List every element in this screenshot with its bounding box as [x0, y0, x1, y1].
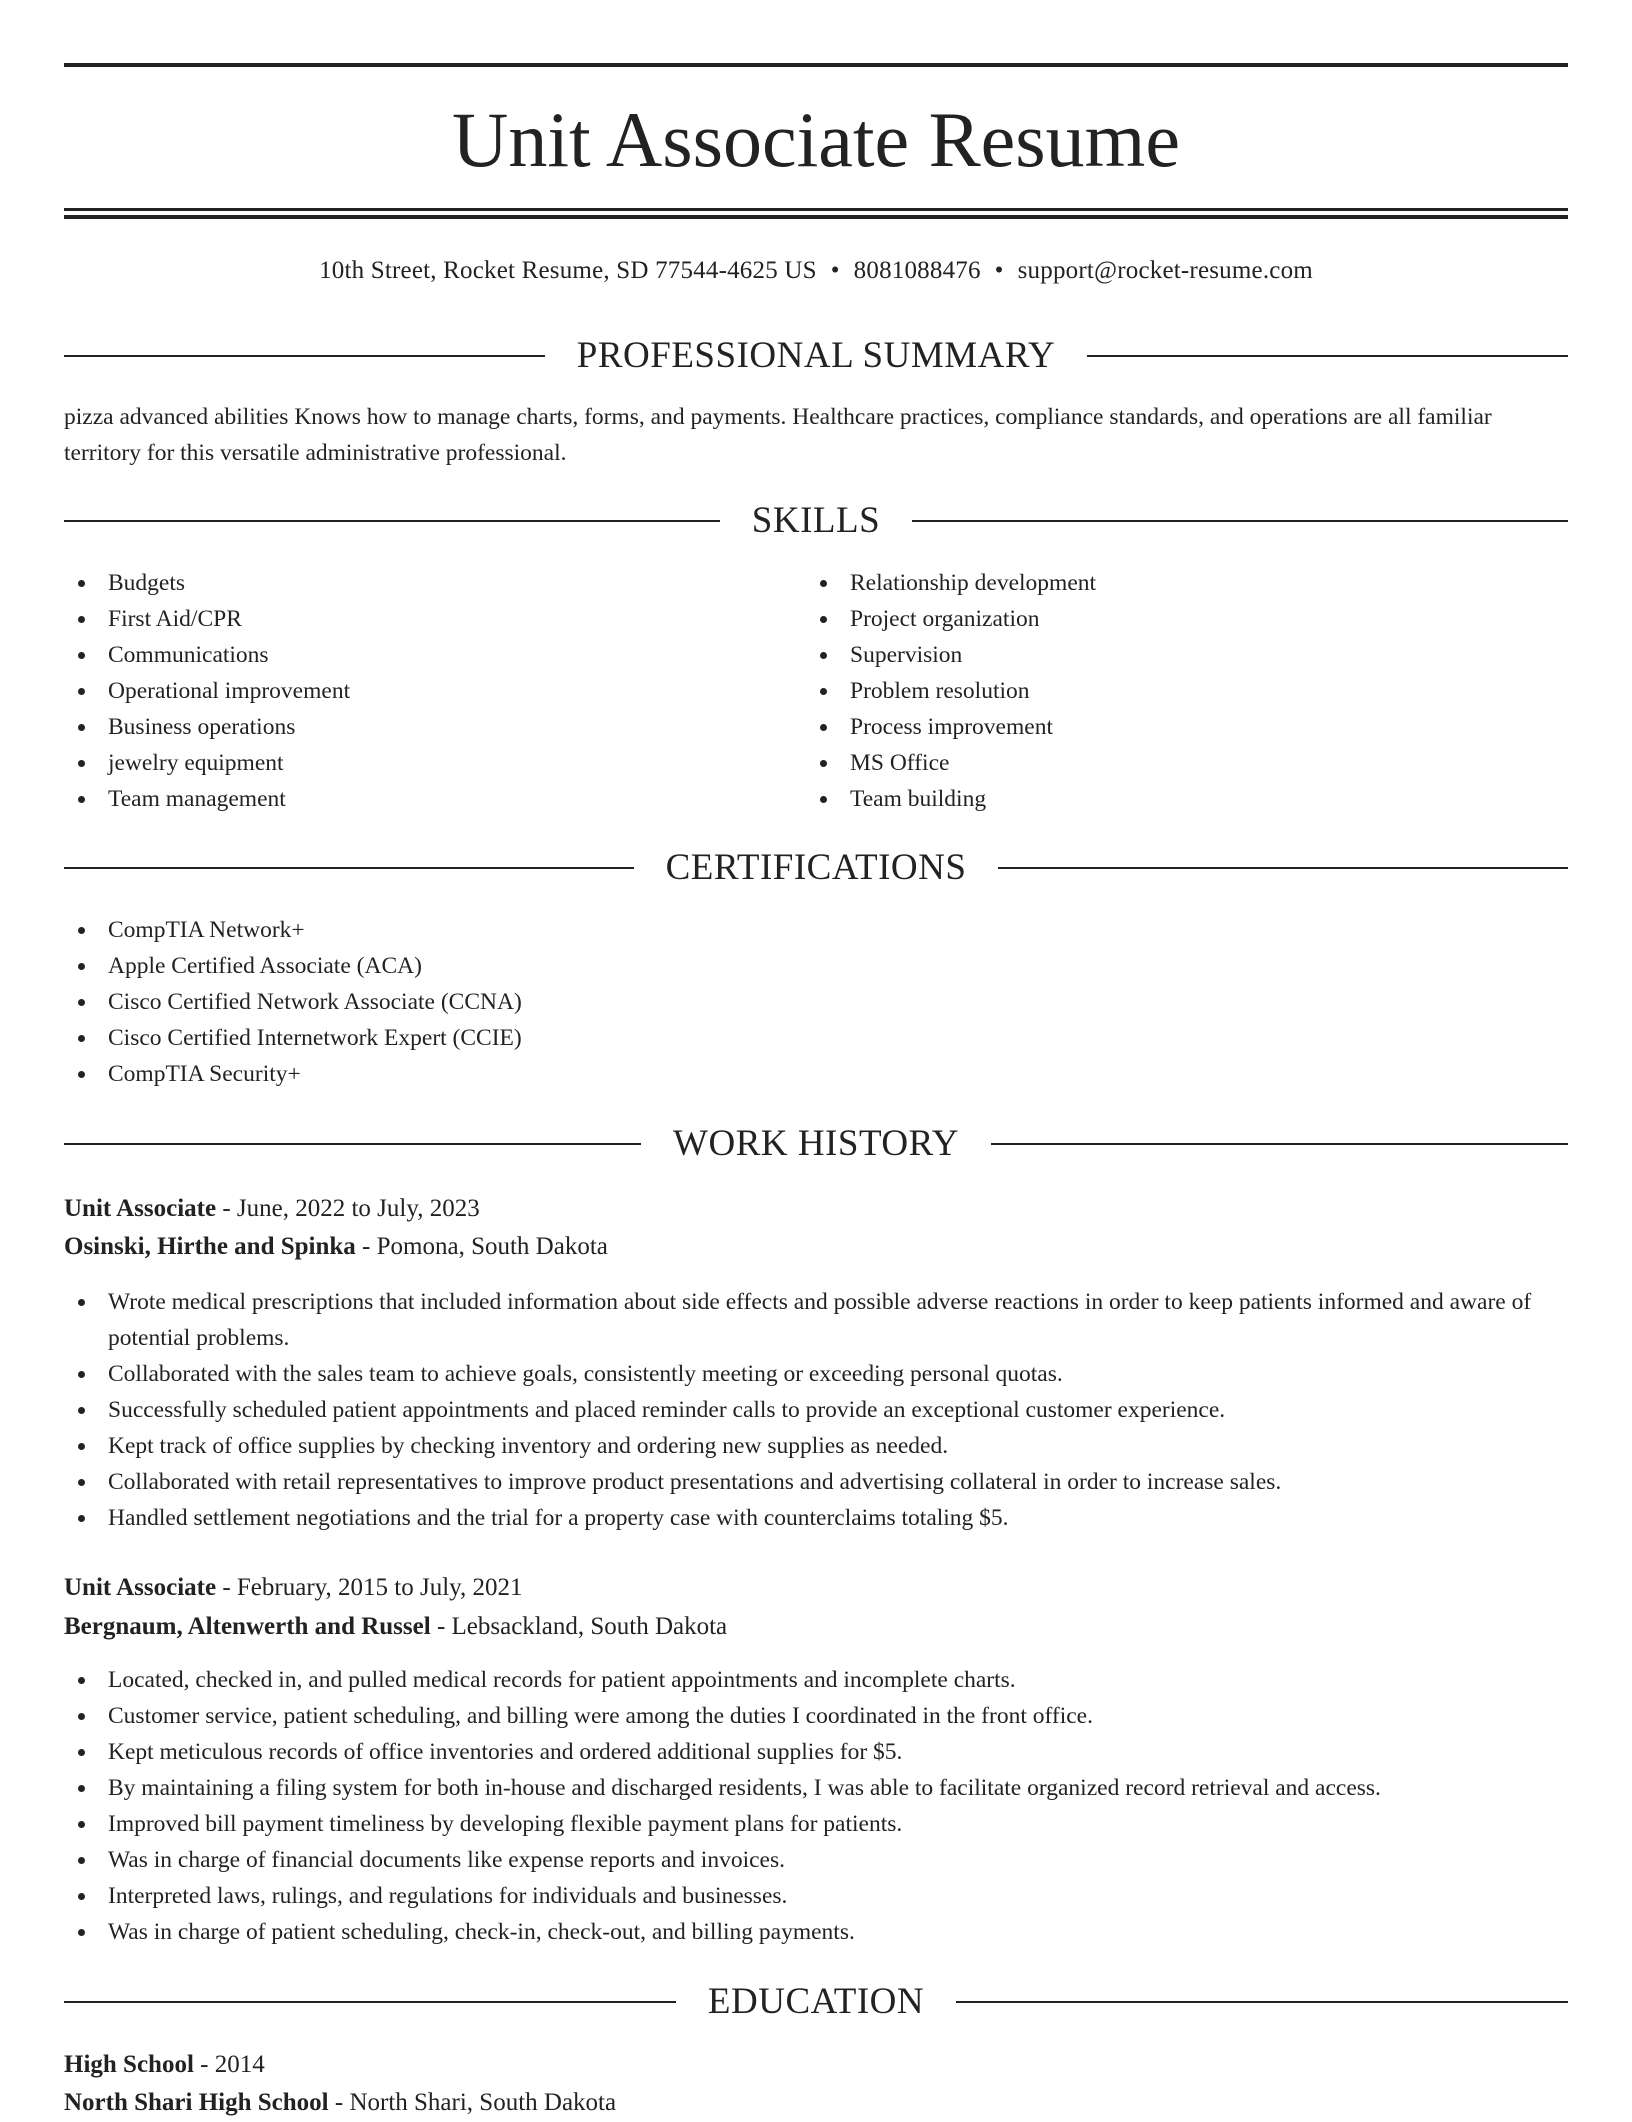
certification-label: Apple Certified Associate (ACA) — [108, 953, 422, 979]
heading-rule — [1087, 355, 1568, 357]
skill-item — [806, 709, 1566, 745]
skill-label: Problem resolution — [850, 678, 1030, 704]
job-dates: - February, 2015 to July, 2021 — [216, 1574, 523, 1601]
bullet-dot — [78, 1515, 85, 1522]
certification-item — [64, 984, 522, 1020]
duty-item — [64, 1734, 1568, 1770]
section-heading-education — [64, 1980, 1568, 2024]
bullet-dot — [78, 1479, 85, 1486]
bullet-dot — [78, 1857, 85, 1864]
bullet-dot — [78, 1785, 85, 1792]
section-title-work: WORK HISTORY — [673, 1123, 959, 1164]
bullet-dot — [78, 616, 85, 623]
bullet-dot — [78, 724, 85, 731]
duty-item — [64, 1392, 1568, 1428]
contact-line — [64, 254, 1568, 288]
duty-text: Collaborated with the sales team to achieve goals, consistently meeting or exceeding personal quotas. — [108, 1361, 1063, 1387]
certification-item — [64, 1020, 522, 1056]
skill-label: jewelry equipment — [108, 750, 284, 776]
heading-rule — [991, 1143, 1568, 1145]
job-company: Bergnaum, Altenwerth and Russel — [64, 1613, 431, 1640]
duty-item — [64, 1500, 1568, 1536]
duty-text: Interpreted laws, rulings, and regulations for individuals and businesses. — [108, 1883, 788, 1909]
skill-item — [806, 745, 1566, 781]
heading-rule — [64, 520, 720, 522]
bullet-dot — [78, 760, 85, 767]
bullet-dot — [820, 724, 827, 731]
duty-item — [64, 1464, 1568, 1500]
contact-email: support@rocket-resume.com — [1017, 257, 1313, 284]
duty-text: Customer service, patient scheduling, and billing were among the duties I coordinated in the front office. — [108, 1703, 1093, 1729]
heading-rule — [956, 2001, 1568, 2003]
duty-item — [64, 1662, 1568, 1698]
education-degree-line — [64, 2046, 1568, 2084]
skill-item — [806, 781, 1566, 817]
bullet-dot — [78, 1929, 85, 1936]
section-title-summary: PROFESSIONAL SUMMARY — [576, 335, 1056, 376]
job-title-line — [64, 1190, 1568, 1228]
duty-text: Improved bill payment timeliness by developing flexible payment plans for patients. — [108, 1811, 903, 1837]
skill-item — [64, 601, 744, 637]
contact-address: 10th Street, Rocket Resume, SD 77544-4625 US — [319, 257, 817, 284]
skill-label: Budgets — [108, 570, 186, 596]
job-company-line — [64, 1608, 1568, 1646]
bullet-dot — [820, 580, 827, 587]
duty-item — [64, 1356, 1568, 1392]
bullet-dot — [820, 760, 827, 767]
certification-label: CompTIA Security+ — [108, 1061, 301, 1087]
duty-item — [64, 1878, 1568, 1914]
skill-item — [806, 637, 1566, 673]
duty-text: Successfully scheduled patient appointments and placed reminder calls to provide an exceptional customer experience. — [108, 1397, 1226, 1423]
skill-label: Team building — [850, 786, 987, 812]
job-company-line — [64, 1228, 1568, 1266]
skill-item — [64, 673, 744, 709]
bullet-dot — [78, 580, 85, 587]
bullet-dot — [820, 652, 827, 659]
duty-text: Kept track of office supplies by checking inventory and ordering new supplies as needed. — [108, 1433, 949, 1459]
bullet-dot — [78, 1407, 85, 1414]
certification-label: CompTIA Network+ — [108, 917, 305, 943]
title-double-rule — [64, 208, 1568, 219]
section-title-education: EDUCATION — [707, 1981, 925, 2022]
heading-rule — [64, 1143, 641, 1145]
skill-label: MS Office — [850, 750, 950, 776]
duty-text: Kept meticulous records of office inventories and ordered additional supplies for $5. — [108, 1739, 903, 1765]
resume-title: Unit Associate Resume — [452, 96, 1180, 183]
skill-label: Communications — [108, 642, 269, 668]
duty-text: Was in charge of financial documents like expense reports and invoices. — [108, 1847, 785, 1873]
certifications-list — [64, 912, 522, 1092]
duty-text: Was in charge of patient scheduling, check-in, check-out, and billing payments. — [108, 1919, 855, 1945]
section-title-skills: SKILLS — [751, 500, 881, 541]
bullet-dot — [78, 999, 85, 1006]
skill-item — [64, 637, 744, 673]
bullet-dot — [78, 688, 85, 695]
skill-label: Relationship development — [850, 570, 1097, 596]
bullet-dot — [78, 1299, 85, 1306]
contact-phone: 8081088476 — [853, 257, 981, 284]
skill-label: Business operations — [108, 714, 296, 740]
skills-list-left — [64, 565, 744, 817]
bullet-dot — [78, 1713, 85, 1720]
certification-item — [64, 1056, 522, 1092]
bullet-dot — [820, 688, 827, 695]
duty-item — [64, 1806, 1568, 1842]
skill-item — [806, 673, 1566, 709]
bullet-dot — [78, 1371, 85, 1378]
skill-label: Process improvement — [850, 714, 1053, 740]
bullet-dot — [78, 652, 85, 659]
bullet-dot — [78, 1893, 85, 1900]
bullet-dot — [78, 796, 85, 803]
duty-item — [64, 1698, 1568, 1734]
skill-item — [64, 745, 744, 781]
duty-item — [64, 1770, 1568, 1806]
certification-item — [64, 912, 522, 948]
skill-label: Operational improvement — [108, 678, 351, 704]
job-dates: - June, 2022 to July, 2023 — [216, 1195, 480, 1222]
skill-label: Project organization — [850, 606, 1040, 632]
job-company: Osinski, Hirthe and Spinka — [64, 1233, 356, 1260]
heading-rule — [64, 2001, 676, 2003]
heading-rule — [912, 520, 1568, 522]
section-heading-summary — [64, 334, 1568, 378]
skill-item — [64, 781, 744, 817]
heading-rule — [998, 867, 1568, 869]
job-duties-list — [64, 1662, 1568, 1950]
skill-label: Supervision — [850, 642, 963, 668]
certification-label: Cisco Certified Network Associate (CCNA) — [108, 989, 522, 1015]
skills-list-right — [806, 565, 1566, 817]
section-title-certifications: CERTIFICATIONS — [665, 847, 967, 888]
skill-label: Team management — [108, 786, 286, 812]
duty-text: By maintaining a filing system for both in-house and discharged residents, I was able to facilitate organized record retrieval and access. — [108, 1775, 1381, 1801]
job-title: Unit Associate — [64, 1195, 217, 1222]
job-title-line — [64, 1569, 1568, 1607]
section-heading-skills — [64, 499, 1568, 543]
bullet-dot — [78, 1443, 85, 1450]
duty-item — [64, 1428, 1568, 1464]
certification-item — [64, 948, 522, 984]
job-title: Unit Associate — [64, 1574, 217, 1601]
duty-text: Collaborated with retail representatives to improve product presentations and advertising collateral in order to increase sales. — [108, 1469, 1282, 1495]
duty-text: Located, checked in, and pulled medical records for patient appointments and incomplete charts. — [108, 1667, 1016, 1693]
section-heading-certifications — [64, 846, 1568, 890]
job-duties-list — [64, 1284, 1568, 1536]
job-location: - Pomona, South Dakota — [355, 1233, 608, 1260]
bullet-dot — [78, 1071, 85, 1078]
education-location: - North Shari, South Dakota — [328, 2089, 617, 2116]
duty-item — [64, 1284, 1568, 1356]
education-school: North Shari High School — [64, 2089, 329, 2116]
bullet-dot — [78, 1821, 85, 1828]
contact-separator: • — [830, 257, 840, 284]
duty-text: Handled settlement negotiations and the trial for a property case with counterclaims totaling $5. — [108, 1505, 1009, 1531]
education-degree: High School — [64, 2051, 194, 2078]
bullet-dot — [78, 1035, 85, 1042]
duty-item — [64, 1914, 1568, 1950]
skill-item — [806, 601, 1566, 637]
bullet-dot — [78, 1677, 85, 1684]
bullet-dot — [78, 1749, 85, 1756]
heading-rule — [64, 355, 545, 357]
bullet-dot — [78, 963, 85, 970]
job-location: - Lebsackland, South Dakota — [430, 1613, 728, 1640]
bullet-dot — [78, 927, 85, 934]
section-heading-work — [64, 1122, 1568, 1166]
skill-item — [64, 565, 744, 601]
duty-item — [64, 1842, 1568, 1878]
certification-label: Cisco Certified Internetwork Expert (CCIE) — [108, 1025, 522, 1051]
contact-separator: • — [994, 257, 1004, 284]
duty-text: Wrote medical prescriptions that included information about side effects and possible adverse reactions in order to keep patients informed and aware of potential problems. — [108, 1289, 1532, 1351]
education-year: - 2014 — [193, 2051, 265, 2078]
summary-text: pizza advanced abilities Knows how to manage charts, forms, and payments. Healthcare practices, compliance standards, and operations are all familiar territory for this versatile administrative professional. — [64, 404, 1492, 466]
bullet-dot — [820, 616, 827, 623]
heading-rule — [64, 867, 634, 869]
skill-item — [806, 565, 1566, 601]
education-school-line — [64, 2084, 1568, 2122]
skill-item — [64, 709, 744, 745]
skill-label: First Aid/CPR — [108, 606, 242, 632]
bullet-dot — [820, 796, 827, 803]
top-rule — [64, 63, 1568, 67]
